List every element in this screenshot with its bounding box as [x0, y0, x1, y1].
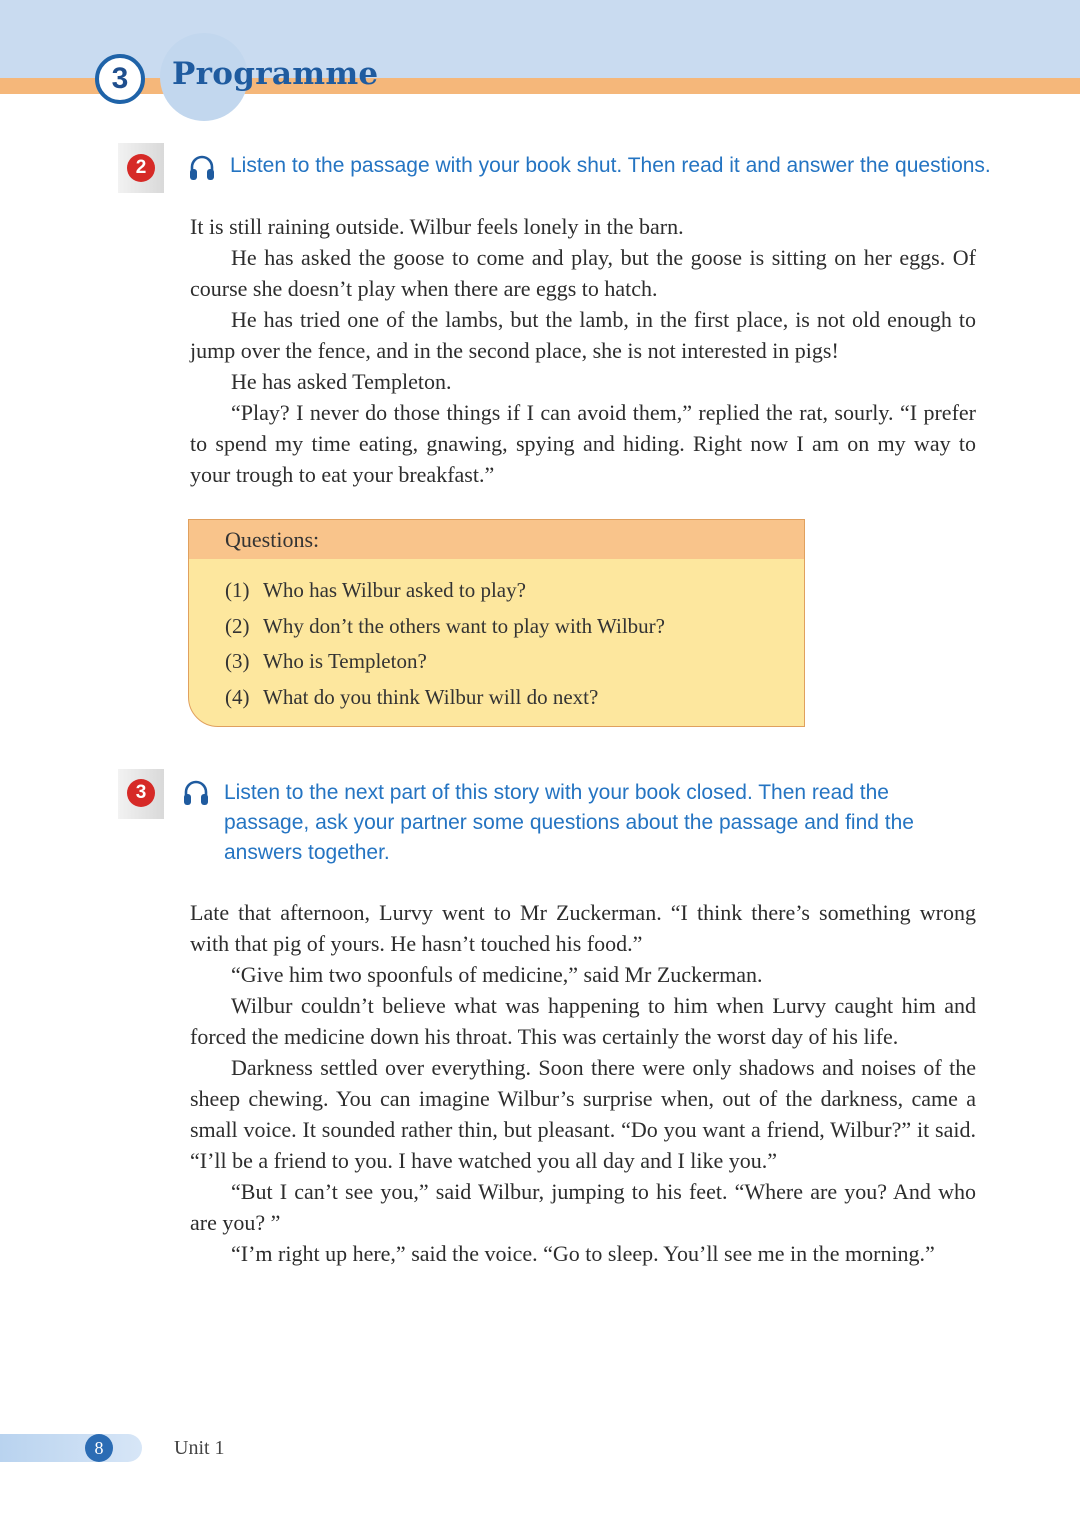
question-item — [225, 644, 804, 680]
exercise-3-number: 3 — [127, 779, 155, 807]
passage-paragraph: “But I can’t see you,” said Wilbur, jumping to his feet. “Where are you? And who are you? ” — [190, 1179, 976, 1235]
instruction-line: passage, ask your partner some questions about the passage and find the — [224, 811, 914, 834]
questions-list — [189, 559, 804, 715]
section-title: Programme — [172, 56, 379, 92]
section-number-badge: 3 — [95, 54, 145, 104]
question-number: (3) — [225, 649, 250, 673]
passage-paragraph: It is still raining outside. Wilbur feels lonely in the barn. — [190, 214, 684, 239]
instruction-line: Listen to the next part of this story with your book closed. Then read the — [224, 781, 889, 804]
exercise-3-passage — [190, 897, 976, 1269]
questions-title: Questions: — [189, 520, 804, 559]
page-number: 8 — [85, 1434, 113, 1462]
questions-box — [188, 519, 805, 727]
question-text: What do you think Wilbur will do next? — [263, 684, 599, 709]
footer-band — [0, 1434, 142, 1462]
question-text: Who has Wilbur asked to play? — [263, 578, 526, 602]
passage-paragraph: Darkness settled over everything. Soon there were only shadows and noises of the sheep chewing. You can imagine Wilbur’s surprise when, out of the darkness, came a small voice. It sounded rather thin, but pleasant. “Do you want a friend, Wilbur?” it said. “I’ll be a friend to you. I have watched you all day and I like you.” — [190, 1055, 976, 1173]
question-item — [225, 609, 804, 645]
question-text: Why don’t the others want to play with Wilbur? — [263, 613, 665, 638]
passage-paragraph: He has tried one of the lambs, but the lamb, in the first place, is not old enough to jump over the fence, and in the second place, she is not interested in pigs! — [190, 307, 976, 363]
question-item — [225, 680, 804, 716]
passage-paragraph: “I’m right up here,” said the voice. “Go to sleep. You’ll see me in the morning.” — [231, 1241, 935, 1266]
exercise-2-number: 2 — [127, 154, 155, 182]
passage-paragraph: Late that afternoon, Lurvy went to Mr Zuckerman. “I think there’s something wrong with that pig of yours. He hasn’t touched his food.” — [190, 900, 976, 956]
exercise-2-passage — [190, 211, 976, 490]
exercise-3-instruction — [224, 778, 914, 868]
instruction-line: answers together. — [224, 841, 390, 864]
question-item — [225, 573, 804, 609]
passage-paragraph: “Give him two spoonfuls of medicine,” said Mr Zuckerman. — [231, 962, 763, 987]
exercise-2-instruction: Listen to the passage with your book shut. Then read it and answer the questions. — [230, 154, 991, 177]
headphones-icon — [188, 154, 216, 182]
question-number: (2) — [225, 613, 250, 638]
question-text: Who is Templeton? — [263, 649, 427, 673]
question-number: (1) — [225, 578, 250, 602]
passage-paragraph: He has asked Templeton. — [231, 369, 452, 394]
passage-paragraph: He has asked the goose to come and play, but the goose is sitting on her eggs. Of course she doesn’t play when there are eggs to hatch. — [190, 245, 976, 301]
question-number: (4) — [225, 684, 250, 709]
passage-paragraph: Wilbur couldn’t believe what was happening to him when Lurvy caught him and forced the medicine down his throat. This was certainly the worst day of his life. — [190, 993, 976, 1049]
passage-paragraph: “Play? I never do those things if I can avoid them,” replied the rat, sourly. “I prefer to spend my time eating, gnawing, spying and hiding. Right now I am on my way to your trough to eat your breakfast.” — [190, 400, 976, 487]
unit-label: Unit 1 — [174, 1437, 225, 1459]
headphones-icon — [182, 779, 210, 807]
